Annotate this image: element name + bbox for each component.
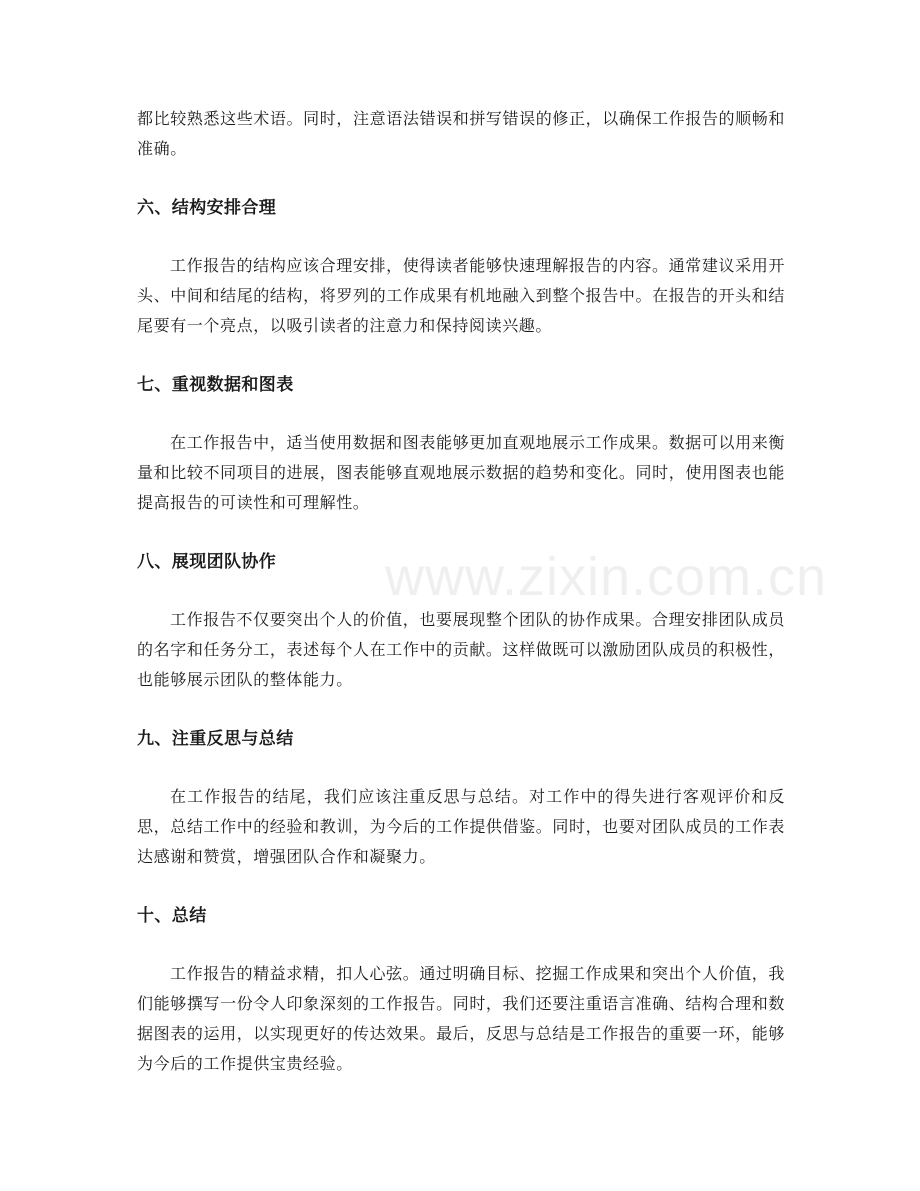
section-paragraph: 在工作报告的结尾，我们应该注重反思与总结。对工作中的得失进行客观评价和反思，总结工作中的经验和教训，为今后的工作提供借鉴。同时，也要对团队成员的工作表达感谢和赞赏，增强团队合作和凝聚力。 — [137, 787, 785, 866]
section-paragraph: 在工作报告中，适当使用数据和图表能够更加直观地展示工作成果。数据可以用来衡量和比较不同项目的进展，图表能够直观地展示数据的趋势和变化。同时，使用图表也能提高报告的可读性和可理解性。 — [137, 433, 785, 512]
section-heading: 十、总结 — [137, 906, 207, 926]
section-heading: 九、注重反思与总结 — [137, 729, 294, 749]
section-heading: 八、展现团队协作 — [137, 552, 277, 572]
watermark: www.zixin.com.cn — [385, 547, 828, 607]
intro-paragraph: 都比较熟悉这些术语。同时，注意语法错误和拼写错误的修正，以确保工作报告的顺畅和准确。 — [137, 109, 785, 158]
document-body — [137, 104, 785, 1079]
section-paragraph: 工作报告不仅要突出个人的价值，也要展现整个团队的协作成果。合理安排团队成员的名字和任务分工，表述每个人在工作中的贡献。这样做既可以激励团队成员的积极性，也能够展示团队的整体能力。 — [137, 610, 785, 689]
section-paragraph: 工作报告的结构应该合理安排，使得读者能够快速理解报告的内容。通常建议采用开头、中间和结尾的结构，将罗列的工作成果有机地融入到整个报告中。在报告的开头和结尾要有一个亮点，以吸引读者的注意力和保持阅读兴趣。 — [137, 256, 785, 335]
section-heading: 七、重视数据和图表 — [137, 375, 294, 395]
section-paragraph: 工作报告的精益求精，扣人心弦。通过明确目标、挖掘工作成果和突出个人价值，我们能够撰写一份令人印象深刻的工作报告。同时，我们还要注重语言准确、结构合理和数据图表的运用，以实现更好的传达效果。最后，反思与总结是工作报告的重要一环，能够为今后的工作提供宝贵经验。 — [137, 964, 785, 1073]
section-heading: 六、结构安排合理 — [137, 198, 277, 218]
